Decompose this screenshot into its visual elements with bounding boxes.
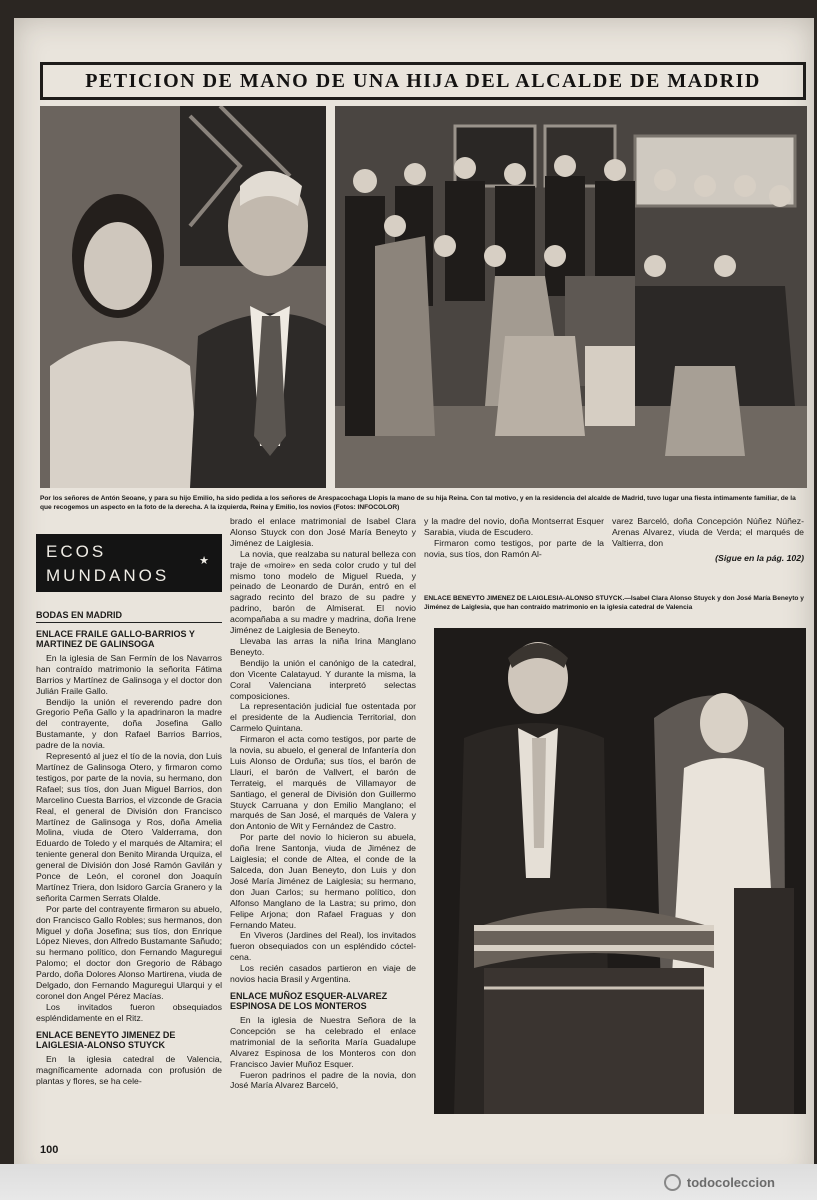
magazine-page xyxy=(14,18,814,1186)
paragraph: Fueron padrinos el padre de la novia, don José María Alvarez Barceló, xyxy=(230,1069,416,1091)
paragraph: Los recién casados partieron en viaje de novios hacia Brasil y Argentina. xyxy=(230,963,416,985)
paragraph: Firmaron el acta como testigos, por parte de la novia, su abuelo, el general de Infantería don Luis Alonso de Orduña; sus tíos, el barón de Llauri, el barón de Vallvert, el barón de Terrateig, el marqués de Villamayor de Santiago, el general de División don Guillermo Stuyck Carruana y don Emilio Manglano; el marqués de San José, el marqués de Valera y don Antonio de Wit y Fernández de Castro. xyxy=(230,734,416,832)
section-heading: BODAS EN MADRID xyxy=(36,610,222,623)
paragraph: Por parte del novio lo hicieron su abuela, doña Irene Santonja, viuda de Jiménez de Laiglesia; el conde de Altea, el conde de la Salceda, don Juan Beneyto, don Luis y don José María Jiménez de Laiglesia; su hermano, don Juan Carlos; su hermano político, don Alfonso Manglano de la Lastra; su primo, don Felipe Arjona; don Rafael Fraguas y don Fernando Mateu. xyxy=(230,832,416,930)
text-column-2 xyxy=(230,516,416,1091)
continued-note: (Sigue en la pág. 102) xyxy=(715,552,804,563)
family-group-photo xyxy=(335,106,807,488)
text-column-4 xyxy=(612,516,804,564)
star-icon: ★ xyxy=(199,555,212,567)
text-column-1 xyxy=(36,606,222,1086)
article-heading: ENLACE MUÑOZ ESQUER-ALVAREZ ESPINOSA DE LOS MONTEROS xyxy=(230,990,388,1011)
watermark-text: todocoleccion xyxy=(686,1174,775,1190)
page-number: 100 xyxy=(40,1144,59,1156)
banner-line-2: MUNDANOS xyxy=(46,566,170,585)
paragraph: Los invitados fueron obsequiados espléndidamente en el Ritz. xyxy=(36,1001,222,1023)
watermark-logo-icon xyxy=(664,1174,681,1191)
paragraph: En la iglesia de Nuestra Señora de la Concepción se ha celebrado el enlace matrimonial de la señorita María Guadalupe Alvarez Espinosa de los Monteros con don Francisco Javier Muñoz Esquer. xyxy=(230,1014,416,1069)
paragraph: Llevaba las arras la niña Irina Manglano Beneyto. xyxy=(230,635,416,657)
paragraph: Bendijo la unión el reverendo padre don Gregorio Peña Gallo y la apadrinaron la madre del contrayente, doña Josefina Gallo Bustamante, y don Rafael Barrios Barrios, padre de la novia. xyxy=(36,696,222,751)
banner-line-1: ECOS xyxy=(46,542,107,561)
headline: PETICION DE MANO DE UNA HIJA DEL ALCALDE DE MADRID xyxy=(85,69,761,92)
wedding-photo-caption: ENLACE BENEYTO JIMENEZ DE LAIGLESIA-ALONSO STUYCK.—Isabel Clara Alonso Stuyck y don José María Beneyto y Jiménez de Laiglesia, que han contraído matrimonio en la iglesia catedral de Valencia xyxy=(424,595,804,611)
paragraph: La novia, que realzaba su natural belleza con traje de «moire» en seda color crudo y tul del mismo tono modelo de Miguel Rueda, y peinado de Leonardo de Durán, entró en el sagrado recinto del brazo de su padre y padrino, barón de Almiserat. El novio acompañaba a su madre y madrina, doña Irene Jiménez de Laiglesia de Beneyto. xyxy=(230,548,416,636)
paragraph: Firmaron como testigos, por parte de la novia, sus tíos, don Ramón Al- xyxy=(424,537,604,559)
article-heading: ENLACE BENEYTO JIMENEZ DE LAIGLESIA-ALONSO STUYCK xyxy=(36,1029,176,1050)
paragraph: La representación judicial fue ostentada por el presidente de la Audiencia Territorial, don Carmelo Quintana. xyxy=(230,701,416,734)
article-heading: ENLACE FRAILE GALLO-BARRIOS Y MARTINEZ DE GALINSOGA xyxy=(36,628,195,649)
paragraph: Bendijo la unión el canónigo de la catedral, don Vicente Calatayud. Y durante la misma, la Coral Valenciana interpretó selectas composiciones. xyxy=(230,657,416,701)
paragraph: En Viveros (Jardines del Real), los invitados fueron obsequiados con un espléndido cóctel-cena. xyxy=(230,930,416,963)
top-photo-caption: Por los señores de Antón Seoane, y para su hijo Emilio, ha sido pedida a los señores de Arespacochaga Llopis la mano de su hija Reina. Con tal motivo, y en la residencia del alcalde de Madrid, tuvo lugar una fiesta íntimamente familiar, de la que recogemos un aspecto en la foto de la derecha. A la izquierda, Reina y Emilio, los novios (Fotos: INFOCOLOR) xyxy=(40,495,796,511)
paragraph: Por parte del contrayente firmaron su abuelo, don Francisco Gallo Robles; sus hermanos, don Miguel y doña Josefina; sus tíos, don Enrique López Nieves, don Alfredo Bustamante Sañudo; su hermano político, don Fernando Maguregui Palomo; el doctor don Gregorio de Rábago Pardo, doña Dolores Alonso Martirena, viuda de Delgado, don Fernando Maguregui Ularqui y el coronel don Angel Pérez Macías. xyxy=(36,903,222,1001)
wedding-photo xyxy=(434,628,806,1114)
paragraph: y la madre del novio, doña Montserrat Esquer Sarabia, viuda de Escudero. xyxy=(424,516,604,537)
paragraph: brado el enlace matrimonial de Isabel Clara Alonso Stuyck con don José María Beneyto y Jiménez de Laiglesia. xyxy=(230,516,416,548)
watermark-bar xyxy=(0,1164,817,1200)
section-banner xyxy=(36,534,222,592)
couple-portrait-photo xyxy=(40,106,326,488)
paragraph: Representó al juez el tío de la novia, don Luis Martínez de Galinsoga Otero, y firmaron como testigos, por parte de la novia, su hermano, don Rafael; sus tíos, don Juan Miguel Barrios, don Marcelino Cuesta Barrios, el vizconde de Gracia Real, el general de División don Francisco Martínez de Galinsoga y Ros, doña Amelia Molina, viuda de Otero Valderrama, don Eduardo de Toledo y el marqués de Altamira; el teniente general don Benito Miranda Urquiza, el general de División don José Ramón Gavilán y Ponce de León, el coronel don Joaquín Martínez Triera, don Isidoro García Granero y la señorita Carmen Serrats Olalde. xyxy=(36,751,222,903)
text-column-3 xyxy=(424,516,604,560)
headline-box xyxy=(40,62,806,100)
paragraph: En la iglesia de San Fermín de los Navarros han contraído matrimonio la señorita Fátima Barrios y Martínez de Galinsoga y el doctor don Julián Fraile Gallo. xyxy=(36,652,222,696)
paragraph: varez Barceló, doña Concepción Núñez Núñez-Arenas Alvarez, viuda de Verda; el marqués de Valtierra, don xyxy=(612,516,804,548)
paragraph: En la iglesia catedral de Valencia, magníficamente adornada con profusión de plantas y flores, se ha cele- xyxy=(36,1053,222,1086)
